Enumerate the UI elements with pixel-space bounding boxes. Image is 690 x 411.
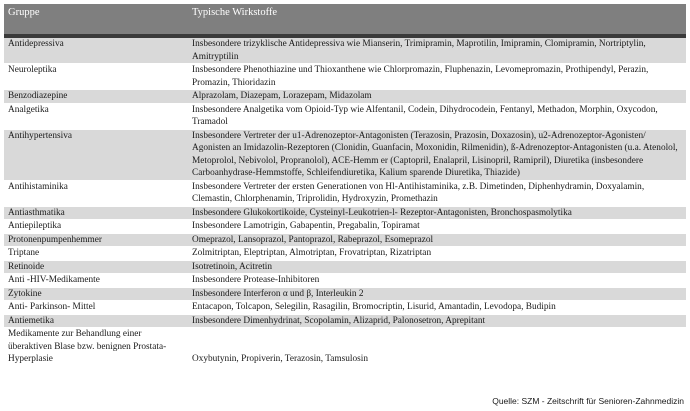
- agents-cell: Insbesondere trizyklische Antidepressiva wie Mianserin, Trimipramin, Maprotilin, Imipramin, Clomipramin, Nortriptylin, Amitryptilin: [188, 38, 686, 64]
- table-header: [4, 4, 686, 38]
- source-caption: Quelle: SZM - Zeitschrift für Senioren-Zahnmedizin: [492, 396, 684, 406]
- header-agents: Typische Wirkstoffe: [188, 4, 686, 34]
- table-row: [4, 314, 686, 328]
- group-cell: Antiemetika: [4, 314, 188, 328]
- agents-cell: Oxybutynin, Propiverin, Terazosin, Tamsulosin: [188, 328, 686, 367]
- table-row: [4, 233, 686, 247]
- table-row: [4, 129, 686, 180]
- table-row: [4, 206, 686, 220]
- table-row: [4, 103, 686, 129]
- agents-cell: Isotretinoin, Acitretin: [188, 260, 686, 274]
- agents-cell: Insbesondere Phenothiazine und Thioxanthene wie Chlorpromazin, Fluphenazin, Levomepromazin, Prothipendyl, Perazin, Promazin, Thioridazin: [188, 64, 686, 90]
- agents-cell: Insbesondere Analgetika vom Opioid-Typ wie Alfentanil, Codein, Dihydrocodein, Fentanyl, Methadon, Morphin, Oxycodon, Tramadol: [188, 103, 686, 129]
- group-cell: Retinoide: [4, 260, 188, 274]
- table-row: [4, 301, 686, 315]
- table-row: [4, 90, 686, 104]
- group-cell: Antihypertensiva: [4, 129, 188, 180]
- group-cell: Benzodiazepine: [4, 90, 188, 104]
- agents-cell: Insbesondere Vertreter der u1-Adrenozeptor-Antagonisten (Terazosin, Prazosin, Doxazosin), u2-Adrenozeptor-Agonisten/ Agonisten an Imidazolin-Rezeptoren (Clonidin, Guanfacin, Moxonidin, Rilmenidin), ß-Adrenozeptor-Antagonisten (u.a. Atenolol, Metoprolol, Nebivolol, Propranolol), ACE-Hemm er (Captopril, Enalapril, Lisinopril, Ramipril), Diuretika (insbesondere Carboanhydrase-Hemmstoffe, Schleifendiuretika, Kalium sparende Diuretika, Thiazide): [188, 129, 686, 180]
- group-cell: Zytokine: [4, 287, 188, 301]
- agents-cell: Omeprazol, Lansoprazol, Pantoprazol, Rabeprazol, Esomeprazol: [188, 233, 686, 247]
- agents-cell: Insbesondere Glukokortikoide, Cysteinyl-Leukotrien-l- Rezeptor-Antagonisten, Bronchospasmolytika: [188, 206, 686, 220]
- table-row: [4, 64, 686, 90]
- medication-table: [4, 4, 686, 367]
- table-row: [4, 287, 686, 301]
- group-cell: Antidepressiva: [4, 38, 188, 64]
- agents-cell: Entacapon, Tolcapon, Selegilin, Rasagilin, Bromocriptin, Lisurid, Amantadin, Levodopa, Budipin: [188, 301, 686, 315]
- group-cell: Antiasthmatika: [4, 206, 188, 220]
- group-cell: Antihistaminika: [4, 180, 188, 206]
- group-cell: Analgetika: [4, 103, 188, 129]
- group-cell: Anti -HIV-Medikamente: [4, 274, 188, 288]
- agents-cell: Insbesondere Interferon α und β, Interleukin 2: [188, 287, 686, 301]
- group-cell: Anti- Parkinson- Mittel: [4, 301, 188, 315]
- table-row: [4, 247, 686, 261]
- group-cell: Medikamente zur Behandlung einer überaktiven Blase bzw. benignen Prostata-Hyperplasie: [4, 328, 188, 367]
- group-cell: Protonenpumpenhemmer: [4, 233, 188, 247]
- agents-cell: Insbesondere Dimenhydrinat, Scopolamin, Alizaprid, Palonosetron, Aprepitant: [188, 314, 686, 328]
- agents-cell: Insbesondere Protease-Inhibitoren: [188, 274, 686, 288]
- table-row: [4, 328, 686, 367]
- table-row: [4, 180, 686, 206]
- agents-cell: Zolmitriptan, Eleptriptan, Almotriptan, Frovatriptan, Rizatriptan: [188, 247, 686, 261]
- group-cell: Antiepileptika: [4, 220, 188, 234]
- agents-cell: Insbesondere Lamotrigin, Gabapentin, Pregabalin, Topiramat: [188, 220, 686, 234]
- table-row: [4, 220, 686, 234]
- table-body: [4, 38, 686, 366]
- table-row: [4, 274, 686, 288]
- table-row: [4, 260, 686, 274]
- header-group: Gruppe: [4, 4, 188, 34]
- table-row: [4, 38, 686, 64]
- agents-cell: Alprazolam, Diazepam, Lorazepam, Midazolam: [188, 90, 686, 104]
- group-cell: Triptane: [4, 247, 188, 261]
- group-cell: Neuroleptika: [4, 64, 188, 90]
- agents-cell: Insbesondere Vertreter der ersten Generationen von Hl-Antihistaminika, z.B. Dimetinden, Diphenhydramin, Doxyalamin, Clemastin, Chlorphenamin, Triprolidin, Hydroxyzin, Promethazin: [188, 180, 686, 206]
